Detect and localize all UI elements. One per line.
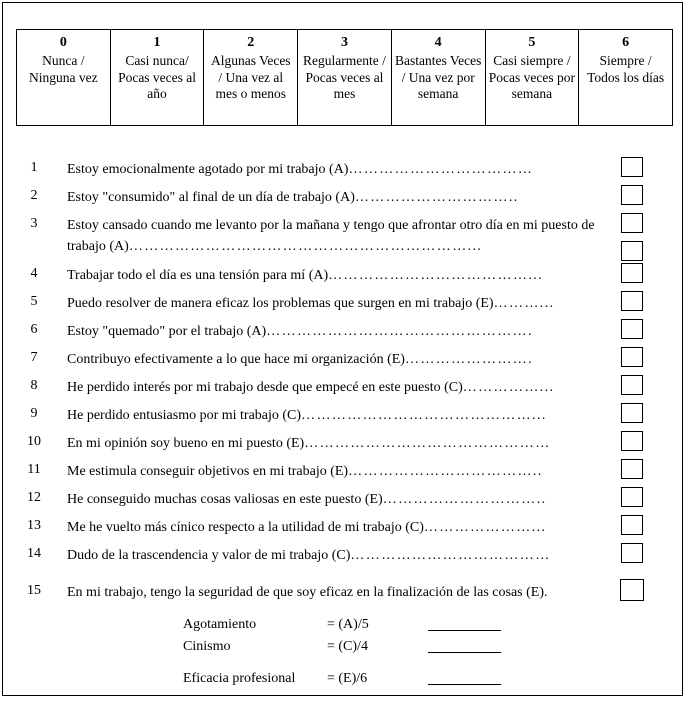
item-text	[67, 159, 597, 180]
scale-label-5: Casi siempre / Pocas veces por semana	[488, 53, 575, 101]
item-number: 10	[27, 434, 41, 449]
item-number: 6	[30, 322, 38, 337]
item-statement: En mi trabajo, tengo la seguridad de que soy eficaz en la finalización de las cosas (E).	[67, 585, 548, 600]
item-statement: Estoy cansado cuando me levanto por la mañana y tengo que afrontar otro día en mi puesto de trabajo (A)	[67, 218, 595, 254]
questionnaire-items	[3, 155, 684, 608]
item-text	[67, 545, 597, 566]
item-statement: Contribuyo efectivamente a lo que hace mi organización (E)	[67, 352, 405, 367]
leader-dots: …………………….	[404, 352, 534, 367]
item-row	[3, 401, 684, 429]
item-text	[67, 461, 597, 482]
item-number: 8	[30, 378, 38, 393]
scale-number-3: 3	[340, 35, 348, 50]
item-statement: Puedo resolver de manera eficaz los problemas que surgen en mi trabajo (E)	[67, 296, 494, 311]
score-label: Cinismo	[183, 639, 231, 654]
item-row	[3, 429, 684, 457]
item-statement: He perdido interés por mi trabajo desde que empecé en este puesto (C)	[67, 380, 463, 395]
item-answer-checkbox[interactable]	[621, 213, 643, 233]
scale-label-0: Nunca / Ninguna vez	[29, 53, 98, 85]
item-statement: Dudo de la trascendencia y valor de mi trabajo (C)	[67, 548, 351, 563]
item-answer-checkbox[interactable]	[620, 579, 644, 601]
item-number: 11	[27, 462, 41, 477]
leader-dots: …………………………………………………………...	[128, 239, 483, 254]
scoring-section	[3, 615, 684, 691]
item-number: 12	[27, 490, 41, 505]
scale-label-2: Algunas Veces / Una vez al mes o menos	[210, 53, 291, 101]
leader-dots: …………………………………………	[304, 436, 551, 451]
item-text	[67, 265, 597, 286]
leader-dots: …………………………………………….	[266, 324, 533, 339]
item-number: 3	[30, 216, 38, 231]
item-statement: Estoy "quemado" por el trabajo (A)	[67, 324, 267, 339]
leader-dots: …………………………………...	[328, 268, 544, 283]
item-number: 14	[27, 546, 41, 561]
item-statement: Trabajar todo el día es una tensión para mí (A)	[67, 268, 329, 283]
scale-label-6: Siempre / Todos los días	[587, 53, 665, 85]
scale-column-1	[110, 30, 204, 126]
scale-number-6: 6	[622, 35, 630, 50]
item-row	[3, 485, 684, 513]
item-statement: Me he vuelto más cínico respecto a la utilidad de mi trabajo (C)	[67, 520, 424, 535]
item-answer-checkbox[interactable]	[621, 157, 643, 177]
score-formula: = (E)/6	[327, 671, 368, 686]
item-answer-checkbox[interactable]	[621, 291, 643, 311]
scale-column-0	[17, 30, 111, 126]
item-text	[67, 433, 597, 454]
item-statement: He conseguido muchas cosas valiosas en este puesto (E)	[67, 492, 383, 507]
item-number: 5	[30, 294, 38, 309]
item-answer-checkbox[interactable]	[621, 241, 643, 261]
leader-dots: ……………...	[462, 380, 555, 395]
scale-number-1: 1	[153, 35, 161, 50]
item-text	[67, 321, 597, 342]
item-text	[67, 187, 597, 208]
item-number: 2	[30, 188, 38, 203]
item-number: 1	[30, 160, 38, 175]
leader-dots: …………………………..	[354, 190, 519, 205]
item-row	[3, 345, 684, 373]
item-answer-checkbox[interactable]	[621, 319, 643, 339]
item-row	[3, 457, 684, 485]
item-answer-checkbox[interactable]	[621, 515, 643, 535]
item-answer-checkbox[interactable]	[621, 347, 643, 367]
scale-column-5	[485, 30, 579, 126]
scale-column-3	[298, 30, 392, 126]
score-value-field[interactable]	[428, 630, 501, 631]
scale-number-4: 4	[434, 35, 442, 50]
scale-number-5: 5	[528, 35, 536, 50]
item-row	[3, 183, 684, 211]
item-number: 7	[30, 350, 38, 365]
leader-dots: ………………………………	[348, 162, 534, 177]
leader-dots: …………………………..	[382, 492, 547, 507]
response-scale-table	[16, 29, 673, 126]
item-statement: Estoy "consumido" al final de un día de trabajo (A)	[67, 190, 355, 205]
scale-column-2	[204, 30, 298, 126]
item-text	[67, 377, 597, 398]
scale-label-4: Bastantes Veces / Una vez por semana	[394, 53, 482, 101]
scale-label-3: Regularmente / Pocas veces al mes	[303, 53, 386, 101]
item-text	[67, 215, 597, 257]
item-statement: Me estimula conseguir objetivos en mi trabajo (E)	[67, 464, 349, 479]
item-row	[3, 261, 684, 289]
item-row	[3, 578, 684, 608]
score-formula: = (A)/5	[327, 617, 369, 632]
item-row	[3, 155, 684, 183]
score-row	[3, 637, 684, 659]
item-statement: Estoy emocionalmente agotado por mi trabajo (A)	[67, 162, 349, 177]
leader-dots: …………………...	[423, 520, 547, 535]
item-statement: En mi opinión soy bueno en mi puesto (E)	[67, 436, 305, 451]
scale-column-6	[579, 30, 673, 126]
score-value-field[interactable]	[428, 684, 501, 685]
item-row	[3, 211, 684, 261]
item-answer-checkbox[interactable]	[621, 185, 643, 205]
leader-dots: ………...	[493, 296, 555, 311]
item-answer-checkbox[interactable]	[621, 459, 643, 479]
item-number: 13	[27, 518, 41, 533]
scale-number-2: 2	[247, 35, 255, 50]
score-label: Eficacia profesional	[183, 671, 296, 686]
item-answer-checkbox[interactable]	[621, 263, 643, 283]
scale-header-row	[17, 30, 673, 126]
score-value-field[interactable]	[428, 652, 501, 653]
item-statement: He perdido entusiasmo por mi trabajo (C)	[67, 408, 302, 423]
leader-dots: ………………………………..	[348, 464, 543, 479]
item-text	[67, 349, 597, 370]
item-row	[3, 317, 684, 345]
item-number: 9	[30, 406, 38, 421]
item-answer-checkbox[interactable]	[621, 375, 643, 395]
item-answer-checkbox[interactable]	[621, 487, 643, 507]
leader-dots: ………………………………………...	[301, 408, 547, 423]
item-answer-checkbox[interactable]	[621, 543, 643, 563]
item-text	[67, 293, 597, 314]
item-row	[3, 513, 684, 541]
item-text	[67, 517, 597, 538]
item-text	[67, 405, 597, 426]
leader-dots: …………………………………	[350, 548, 551, 563]
score-row	[3, 669, 684, 691]
score-row	[3, 615, 684, 637]
item-number: 4	[30, 266, 38, 281]
item-text	[67, 582, 597, 603]
item-row	[3, 541, 684, 569]
item-number: 15	[27, 583, 41, 598]
item-row	[3, 373, 684, 401]
item-answer-checkbox[interactable]	[621, 403, 643, 423]
item-answer-checkbox[interactable]	[621, 431, 643, 451]
questionnaire-page	[2, 2, 683, 696]
item-row	[3, 289, 684, 317]
scale-number-0: 0	[59, 35, 67, 50]
score-label: Agotamiento	[183, 617, 257, 632]
score-formula: = (C)/4	[327, 639, 368, 654]
scale-column-4	[391, 30, 485, 126]
item-text	[67, 489, 597, 510]
scale-label-1: Casi nunca/ Pocas veces al año	[118, 53, 197, 101]
